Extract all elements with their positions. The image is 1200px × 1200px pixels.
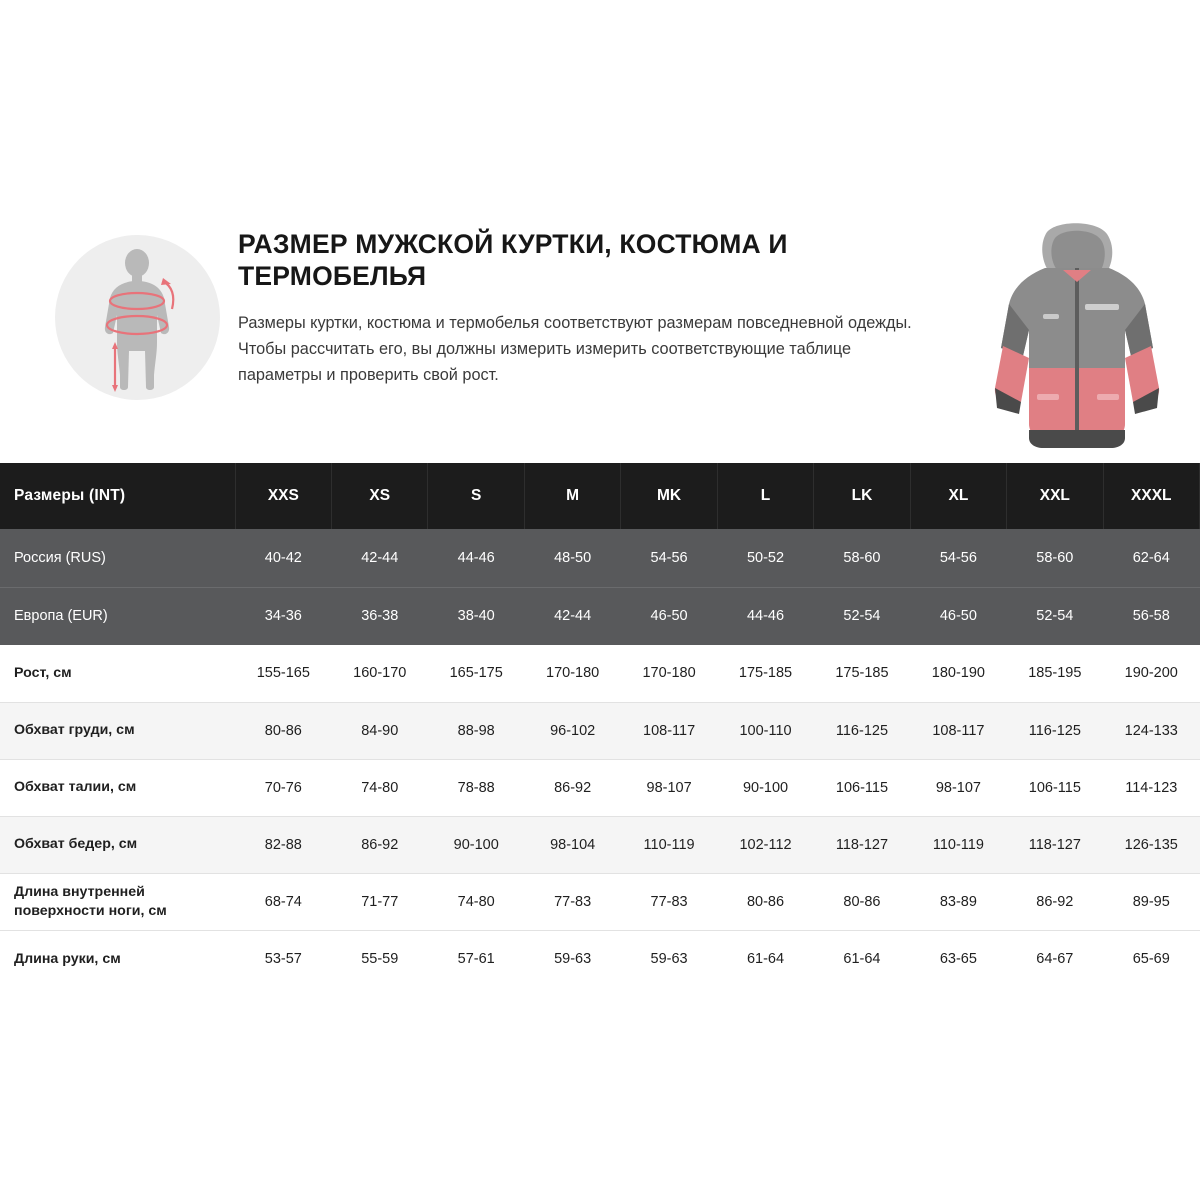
cell: 98-104 — [524, 816, 620, 873]
row-label-chest: Обхват груди, см — [0, 702, 235, 759]
cell: 57-61 — [457, 950, 495, 967]
cell: 98-107 — [910, 759, 1006, 816]
column-header-m: M — [524, 463, 620, 529]
cell: 52-54 — [843, 608, 881, 625]
cell: 34-36 — [264, 608, 302, 625]
cell: 170-180 — [524, 645, 620, 702]
cell: 65-69 — [1132, 950, 1170, 967]
cell: 36-38 — [361, 608, 399, 625]
header-section — [0, 228, 1200, 463]
cell: 118-127 — [1007, 816, 1103, 873]
cell: 102-112 — [717, 816, 813, 873]
cell: 108-117 — [621, 702, 717, 759]
cell: 46-50 — [650, 608, 688, 625]
cell: 114-123 — [1103, 759, 1199, 816]
cell: 80-86 — [235, 702, 331, 759]
row-label-inseam: Длина внутренней поверхности ноги, см — [0, 873, 235, 930]
cell: 116-125 — [1007, 702, 1103, 759]
table-row — [0, 930, 1200, 987]
table-row — [0, 645, 1200, 702]
cell: 110-119 — [621, 816, 717, 873]
cell: 118-127 — [814, 816, 910, 873]
cell: 80-86 — [814, 873, 910, 930]
cell: 124-133 — [1103, 702, 1199, 759]
cell: 55-59 — [361, 950, 399, 967]
cell: 64-67 — [1036, 950, 1074, 967]
cell: 83-89 — [910, 873, 1006, 930]
cell: 71-77 — [332, 873, 428, 930]
cell: 86-92 — [1007, 873, 1103, 930]
row-label-waist: Обхват талии, см — [0, 759, 235, 816]
column-header-lk: LK — [814, 463, 910, 529]
cell: 54-56 — [910, 529, 1006, 587]
cell: 74-80 — [428, 873, 524, 930]
size-table — [0, 463, 1200, 987]
cell: 78-88 — [428, 759, 524, 816]
cell: 42-44 — [554, 608, 592, 625]
page-title: РАЗМЕР МУЖСКОЙ КУРТКИ, КОСТЮМА И ТЕРМОБЕЛЬЯ — [238, 229, 788, 292]
column-header-xxl: XXL — [1007, 463, 1103, 529]
cell: 86-92 — [332, 816, 428, 873]
cell: 180-190 — [910, 645, 1006, 702]
row-label-eur: Европа (EUR) — [14, 608, 108, 625]
table-header-row — [0, 463, 1200, 529]
table-row — [0, 529, 1200, 587]
cell: 56-58 — [1132, 608, 1170, 625]
cell: 48-50 — [524, 529, 620, 587]
cell: 58-60 — [814, 529, 910, 587]
cell: 86-92 — [524, 759, 620, 816]
column-header-l: L — [717, 463, 813, 529]
column-header-xxs: XXS — [235, 463, 331, 529]
column-header-xxxl: XXXL — [1103, 463, 1199, 529]
column-header-s: S — [428, 463, 524, 529]
size-table-wrapper — [0, 463, 1200, 987]
cell: 70-76 — [235, 759, 331, 816]
cell: 190-200 — [1103, 645, 1199, 702]
cell: 46-50 — [939, 608, 977, 625]
row-label-sleeve: Длина руки, см — [14, 950, 121, 967]
cell: 98-107 — [621, 759, 717, 816]
cell: 63-65 — [939, 950, 977, 967]
cell: 59-63 — [554, 950, 592, 967]
column-header-mk: MK — [621, 463, 717, 529]
column-header-xs: XS — [332, 463, 428, 529]
cell: 170-180 — [621, 645, 717, 702]
cell: 38-40 — [457, 608, 495, 625]
row-label-hips: Обхват бедер, см — [0, 816, 235, 873]
table-row — [0, 702, 1200, 759]
cell: 61-64 — [746, 950, 785, 967]
cell: 84-90 — [332, 702, 428, 759]
cell: 116-125 — [814, 702, 910, 759]
cell: 82-88 — [235, 816, 331, 873]
cell: 50-52 — [717, 529, 813, 587]
cell: 96-102 — [524, 702, 620, 759]
cell: 40-42 — [235, 529, 331, 587]
cell: 175-185 — [717, 645, 813, 702]
cell: 90-100 — [428, 816, 524, 873]
table-row — [0, 759, 1200, 816]
cell: 58-60 — [1007, 529, 1103, 587]
cell: 74-80 — [332, 759, 428, 816]
cell: 44-46 — [428, 529, 524, 587]
cell: 106-115 — [814, 759, 910, 816]
table-row — [0, 873, 1200, 930]
cell: 88-98 — [428, 702, 524, 759]
cell: 77-83 — [621, 873, 717, 930]
column-header-xl: XL — [910, 463, 1006, 529]
cell: 155-165 — [235, 645, 331, 702]
cell: 100-110 — [717, 702, 813, 759]
cell: 44-46 — [746, 608, 785, 625]
cell: 53-57 — [264, 950, 302, 967]
cell: 52-54 — [1036, 608, 1074, 625]
cell: 108-117 — [910, 702, 1006, 759]
cell: 77-83 — [524, 873, 620, 930]
table-row — [0, 587, 1200, 645]
column-header-int: Размеры (INT) — [0, 463, 235, 529]
cell: 80-86 — [717, 873, 813, 930]
cell: 175-185 — [814, 645, 910, 702]
cell: 61-64 — [843, 950, 881, 967]
row-label-height: Рост, см — [0, 645, 235, 702]
cell: 165-175 — [428, 645, 524, 702]
cell: 59-63 — [650, 950, 688, 967]
page-description: Размеры куртки, костюма и термобелья соответствуют размерам повседневной одежды. Чтобы рассчитать его, вы должны измерить измерить соответствующие таблице параметры и проверить свой рост. — [238, 313, 912, 385]
body-measurement-icon — [55, 235, 220, 400]
cell: 106-115 — [1007, 759, 1103, 816]
cell: 62-64 — [1103, 529, 1199, 587]
row-label-rus: Россия (RUS) — [0, 529, 235, 587]
cell: 160-170 — [332, 645, 428, 702]
header-text-block — [238, 228, 928, 389]
cell: 110-119 — [910, 816, 1006, 873]
cell: 90-100 — [717, 759, 813, 816]
cell: 54-56 — [621, 529, 717, 587]
table-row — [0, 816, 1200, 873]
cell: 68-74 — [235, 873, 331, 930]
cell: 42-44 — [332, 529, 428, 587]
cell: 185-195 — [1007, 645, 1103, 702]
jacket-product-photo — [985, 218, 1170, 463]
cell: 89-95 — [1103, 873, 1199, 930]
cell: 126-135 — [1103, 816, 1199, 873]
